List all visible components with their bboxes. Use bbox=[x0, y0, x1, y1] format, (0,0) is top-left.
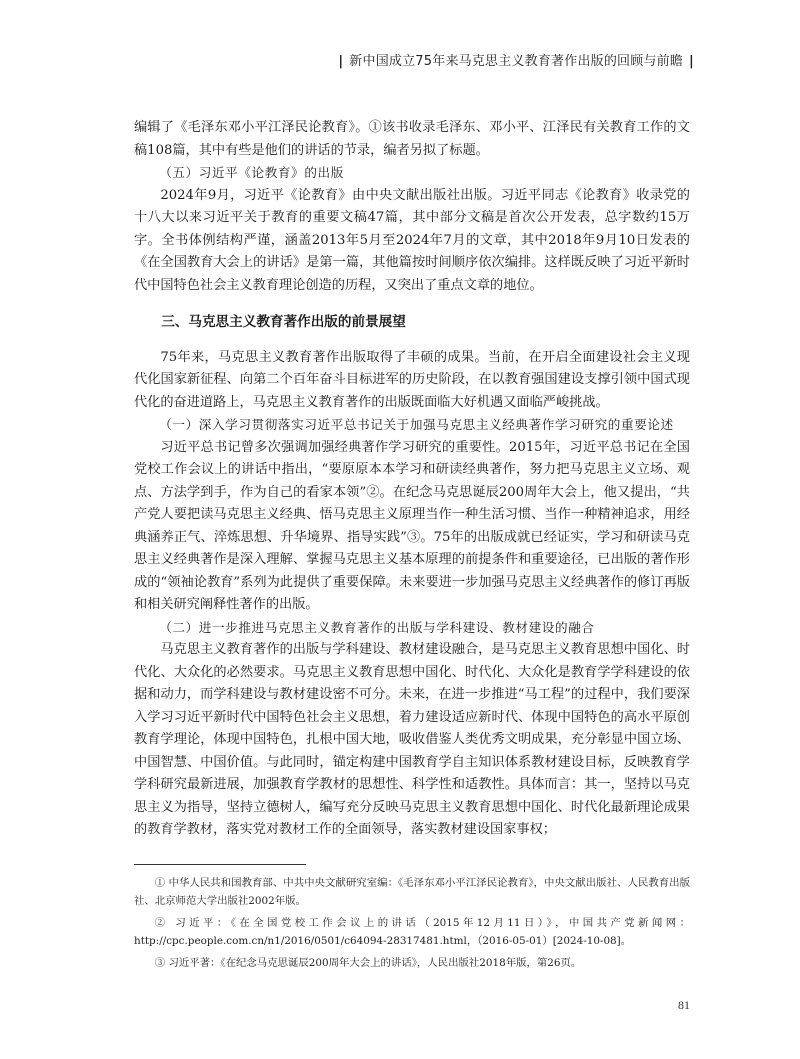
header-title: 新中国成立75年来马克思主义教育著作出版的回顾与前瞻 bbox=[349, 54, 684, 69]
footnote-1: ① 中华人民共和国教育部、中共中央文献研究室编：《毛泽东邓小平江泽民论教育》，中央文献出版社、人民教育出版社、北京师范大学出版社2002年版。 bbox=[134, 877, 690, 907]
paragraph-continued: 编辑了《毛泽东邓小平江泽民论教育》。①该书收录毛泽东、邓小平、江泽民有关教育工作的文稿108篇，其中有些是他们的讲话的节录，编者另拟了标题。 bbox=[134, 120, 690, 158]
paragraph-classic-study: 习近平总书记曾多次强调加强经典著作学习研究的重要性。2015年，习近平总书记在全国党校工作会议上的讲话中指出，“要原原本本学习和研读经典著作，努力把马克思主义立场、观点、方法学到手，作为自己的看家本领”②。在纪念马克思诞辰200周年大会上，他又提出，“共产党人要把读马克思主义经典、悟马克思主义原理当作一种生活习惯、当作一种精神追求，用经典涵养正气、淬炼思想、升华境界、指导实践”③。75年的出版成就已经证实，学习和研读马克思主义经典著作是深入理解、掌握马克思主义基本原理的前提条件和重要途径，已出版的著作形成的“领袖论教育”系列为此提供了重要保障。未来要进一步加强马克思主义经典著作的修订再版和相关研究阐释性著作的出版。 bbox=[134, 439, 690, 612]
paragraph-prospect-intro: 75年来，马克思主义教育著作出版取得了丰硕的成果。当前，在开启全面建设社会主义现代化国家新征程、向第二个百年奋斗目标进军的历史阶段，在以教育强国建设支撑引领中国式现代化的奋进道路上，马克思主义教育著作的出版既面临大好机遇又面临严峻挑战。 bbox=[134, 349, 690, 410]
footnote-3: ③ 习近平著：《在纪念马克思诞辰200周年大会上的讲话》，人民出版社2018年版，第26页。 bbox=[154, 957, 582, 969]
paragraph-lun-jiaoyu: 2024年9月，习近平《论教育》由中央文献出版社出版。习近平同志《论教育》收录党的十八大以来习近平关于教育的重要文稿47篇，其中部分文稿是首次公开发表，总字数约15万字。全书体例结构严谨，涵盖2013年5月至2024年7月的文章，其中2018年9月10日发表的《在全国教育大会上的讲话》是第一篇，其他篇按时间顺序依次编排。这样既反映了习近平新时代中国特色社会主义教育理论创造的历程，又突出了重点文章的地位。 bbox=[134, 187, 690, 293]
footnote-2: ② 习近平：《在全国党校工作会议上的讲话（2015年12月11日）》，中国共产党新闻网：http://cpc.people.com.cn/n1/2016/0501/c64094-28317481.html，（2016-05-01）[2024-10-08]。 bbox=[134, 917, 690, 947]
paragraph-discipline-integration: 马克思主义教育著作的出版与学科建设、教材建设融合，是马克思主义教育思想中国化、时代化、大众化的必然要求。马克思主义教育思想中国化、时代化、大众化是教育学学科建设的依据和动力，而学科建设与教材建设密不可分。未来，在进一步推进“马工程”的过程中，我们要深入学习习近平新时代中国特色社会主义思想，着力建设适应新时代、体现中国特色的高水平原创教育学理论，体现中国特色，扎根中国大地，吸收借鉴人类优秀文明成果，充分彰显中国立场、中国智慧、中国价值。与此同时，锚定构建中国教育学自主知识体系教材建设目标，反映教育学学科研究最新进展，加强教育学教材的思想性、科学性和适教性。具体而言：其一，坚持以马克思主义为指导，坚持立德树人，编写充分反映马克思主义教育思想中国化、时代化最新理论成果的教育学教材，落实党对教材工作的全面领导，落实教材建设国家事权； bbox=[134, 642, 690, 837]
footnotes bbox=[134, 874, 690, 976]
header-bar-right: | bbox=[689, 54, 694, 69]
footnote-separator bbox=[134, 864, 306, 865]
subheading-2: （二）进一步推进马克思主义教育著作的出版与学科建设、教材建设的融合 bbox=[159, 619, 595, 635]
main-text bbox=[134, 117, 690, 842]
header-bar-left: | bbox=[338, 54, 344, 69]
subheading-1: （一）深入学习贯彻落实习近平总书记关于加强马克思主义经典著作学习研究的重要论述 bbox=[159, 417, 674, 432]
running-header bbox=[134, 50, 700, 69]
subheading-5: （五）习近平《论教育》的出版 bbox=[159, 165, 344, 180]
page-number: 81 bbox=[678, 998, 690, 1012]
section-heading-3: 三、马克思主义教育著作出版的前景展望 bbox=[161, 314, 406, 330]
